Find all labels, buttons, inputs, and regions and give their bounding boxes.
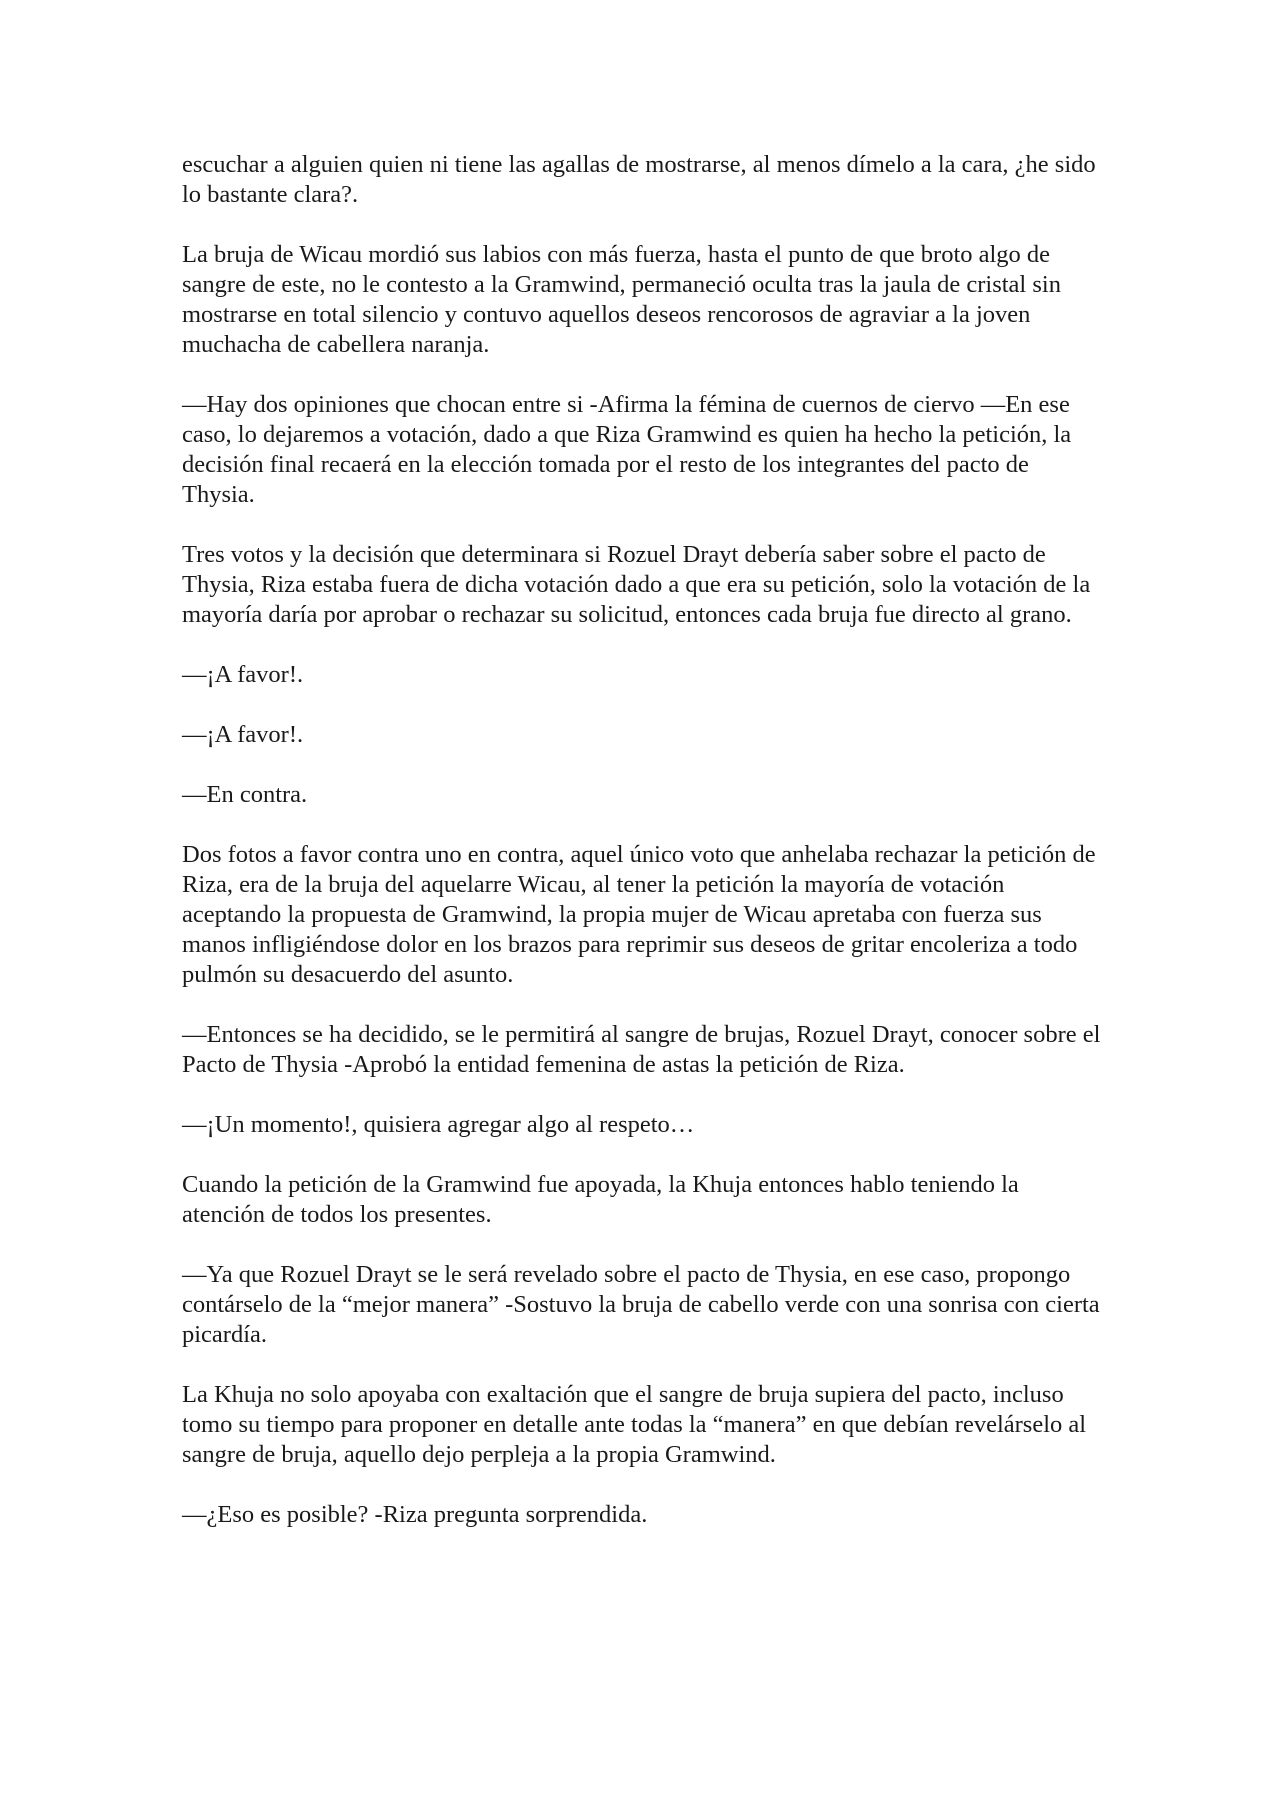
document-page: [182, 150, 1102, 1560]
paragraph-1: escuchar a alguien quien ni tiene las agallas de mostrarse, al menos dímelo a la cara, ¿he sido lo bastante clara?.: [182, 151, 1096, 208]
paragraph-11: Cuando la petición de la Gramwind fue apoyada, la Khuja entonces hablo teniendo la atención de todos los presentes.: [182, 1171, 1019, 1228]
paragraph-5: —¡A favor!.: [182, 661, 304, 688]
paragraph-12: —Ya que Rozuel Drayt se le será revelado sobre el pacto de Thysia, en ese caso, propongo contárselo de la “mejor manera” -Sostuvo la bruja de cabello verde con una sonrisa con cierta picardía.: [182, 1261, 1100, 1348]
paragraph-8: Dos fotos a favor contra uno en contra, aquel único voto que anhelaba rechazar la petición de Riza, era de la bruja del aquelarre Wicau, al tener la petición la mayoría de votación aceptando la propuesta de Gramwind, la propia mujer de Wicau apretaba con fuerza sus manos infligiéndose dolor en los brazos para reprimir sus deseos de gritar encoleriza a todo pulmón su desacuerdo del asunto.: [182, 841, 1096, 988]
paragraph-9: —Entonces se ha decidido, se le permitirá al sangre de brujas, Rozuel Drayt, conocer sobre el Pacto de Thysia -Aprobó la entidad femenina de astas la petición de Riza.: [182, 1021, 1101, 1078]
paragraph-10: —¡Un momento!, quisiera agregar algo al respeto…: [182, 1111, 695, 1138]
paragraph-4: Tres votos y la decisión que determinara si Rozuel Drayt debería saber sobre el pacto de Thysia, Riza estaba fuera de dicha votación dado a que era su petición, solo la votación de la mayoría daría por aprobar o rechazar su solicitud, entonces cada bruja fue directo al grano.: [182, 541, 1091, 628]
paragraph-14: —¿Eso es posible? -Riza pregunta sorprendida.: [182, 1501, 648, 1528]
paragraph-13: La Khuja no solo apoyaba con exaltación que el sangre de bruja supiera del pacto, incluso tomo su tiempo para proponer en detalle ante todas la “manera” en que debían revelárselo al sangre de bruja, aquello dejo perpleja a la propia Gramwind.: [182, 1381, 1087, 1468]
paragraph-2: La bruja de Wicau mordió sus labios con más fuerza, hasta el punto de que broto algo de sangre de este, no le contesto a la Gramwind, permaneció oculta tras la jaula de cristal sin mostrarse en total silencio y contuvo aquellos deseos rencorosos de agraviar a la joven muchacha de cabellera naranja.: [182, 241, 1061, 358]
paragraph-3: —Hay dos opiniones que chocan entre si -Afirma la fémina de cuernos de ciervo —En ese caso, lo dejaremos a votación, dado a que Riza Gramwind es quien ha hecho la petición, la decisión final recaerá en la elección tomada por el resto de los integrantes del pacto de Thysia.: [182, 391, 1072, 508]
paragraph-6: —¡A favor!.: [182, 721, 304, 748]
paragraph-7: —En contra.: [182, 781, 308, 808]
